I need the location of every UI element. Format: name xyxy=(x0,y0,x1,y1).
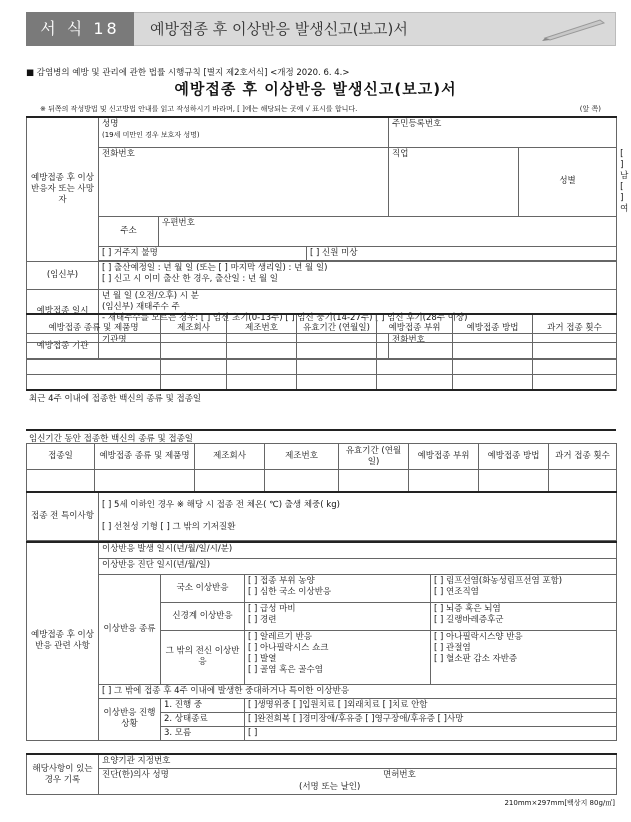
table-row[interactable] xyxy=(27,470,617,492)
arthritis-checkbox[interactable]: [ ] 관절염 xyxy=(434,642,471,653)
col-expiry: 유효기간 (연월일) xyxy=(339,444,409,470)
progress-label: 이상반응 진행상황 xyxy=(99,698,161,740)
pregnant-section-label: (임신부) xyxy=(27,261,99,289)
guardian-note: (19세 미만인 경우 보호자 성명) xyxy=(102,131,200,139)
due-date-line[interactable]: [ ] 출산예정일 : 년 월 일 (또는 [ ] 마지막 생리일) : 년 월 일) xyxy=(102,262,328,273)
patient-table: 예방접종 후 이상반응자 또는 사망자 성명 (19세 미만인 경우 보호자 성명) 주민등록번호 전화번호 직업 성별 [ ]남 [ ]여 주소 우편번호 [ ] 거주지 불명 [ ] 신원 미상 (임신부) [ ] 출산예정일 : 년 월 일 (또는 [ ] 마지막 생리일) : 년 월 일) [ ] 신고 시 이미 출산 한 경우, 출산일 : 년 월 일 예방접종 일시 년 월 일 (오전/오후) 시 분 (임신부) 재태주수 주 - 재태주수를 모르는 경우: [ ] 임신 초기(0-13주) [ ] 임신 중기(14-27주) [ ] 임신 후기(28주 이상) 예방접종 기관 기관명 전화번호 xyxy=(26,116,617,360)
vaccination-date-label: 예방접종 일시 xyxy=(27,289,99,333)
vaccination-datetime-line[interactable]: 년 월 일 (오전/오후) 시 분 xyxy=(102,290,199,301)
diagnosis-date-field[interactable]: 이상반응 진단 일시(년/월/일) xyxy=(99,558,617,574)
adverse-reaction-table xyxy=(26,541,617,741)
instruction-note: ※ 뒤쪽의 작성방법 및 신고방법 안내를 읽고 작성하시기 바라며, [ ]에는 해당되는 곳에 √ 표시를 합니다. xyxy=(40,105,358,113)
patient-section-label: 예방접종 후 이상반응자 또는 사망자 xyxy=(27,117,99,261)
trimester-options-line[interactable]: - 재태주수를 모르는 경우: [ ] 임신 초기(0-13주) [ ] 임신 중기(14-27주) [ ] 임신 후기(28주 이상) xyxy=(102,312,468,323)
adverse-type-label: 이상반응 종류 xyxy=(99,574,161,684)
local-reaction-label: 국소 이상반응 xyxy=(161,574,245,602)
page-side: (앞 쪽) xyxy=(579,105,601,113)
pen-icon xyxy=(540,14,610,42)
progress-unknown-checkbox[interactable]: [ ] xyxy=(245,726,617,740)
thrombocytopenia-checkbox[interactable]: [ ] 혈소판 감소 자반증 xyxy=(434,653,518,664)
guillain-barre-checkbox[interactable]: [ ] 길랭바레증후군 xyxy=(434,614,504,625)
sex-label: 성별 xyxy=(519,147,617,216)
systemic-reaction-label: 그 밖의 전신 이상반응 xyxy=(161,630,245,684)
col-vaccine-type: 예방접종 종류 및 제품명 xyxy=(27,314,161,342)
progress-ended-options[interactable]: [ ]완전회복 [ ]경미장애/후유증 [ ]영구장애/후유증 [ ]사망 xyxy=(245,712,617,726)
institution-name-field[interactable]: 기관명 xyxy=(99,333,389,359)
page-title: 예방접종 후 이상반응 발생신고(보고)서 xyxy=(174,80,457,98)
reporter-table xyxy=(26,753,617,795)
id-number-field[interactable]: 주민등록번호 xyxy=(389,117,617,147)
license-label: 면허번호 xyxy=(383,770,416,780)
doctor-name-label: 진단(한)의사 성명 xyxy=(102,770,169,780)
progress-ended-label: 2. 상태종료 xyxy=(161,712,245,726)
cellulitis-checkbox[interactable]: [ ] 연조직염 xyxy=(434,586,479,597)
lymphadenitis-checkbox[interactable]: [ ] 림프선염(화농성림프선염 포함) xyxy=(434,575,563,586)
residence-unknown-checkbox[interactable]: [ ] 거주지 불명 xyxy=(99,246,307,260)
progress-unknown-label: 3. 모름 xyxy=(161,726,245,740)
table-row[interactable] xyxy=(27,342,617,358)
form-number-label: 서 식 18 xyxy=(26,12,134,46)
institution-phone-field[interactable]: 전화번호 xyxy=(389,333,617,359)
pregnancy-vaccines-title: 임신기간 동안 접종한 백신의 종류 및 접종일 xyxy=(26,429,616,445)
local-abscess-checkbox[interactable]: [ ] 접종 부위 농양 xyxy=(248,575,315,586)
special-notes-label: 접종 전 특이사항 xyxy=(27,492,99,540)
col-method: 예방접종 방법 xyxy=(453,314,533,342)
acute-paralysis-checkbox[interactable]: [ ] 급성 마비 xyxy=(248,603,296,614)
care-institution-field[interactable]: 요양기관 지정번호 xyxy=(99,754,617,769)
col-method: 예방접종 방법 xyxy=(479,444,549,470)
doctor-row[interactable] xyxy=(99,769,617,795)
col-lot-number: 제조번호 xyxy=(265,444,339,470)
col-lot-number: 제조번호 xyxy=(227,314,297,342)
col-past-count: 과거 접종 횟수 xyxy=(533,314,617,342)
anaphylactic-shock-checkbox[interactable]: [ ] 아나필락시스 쇼크 xyxy=(248,642,329,653)
col-date: 접종일 xyxy=(27,444,95,470)
reporter-section-label: 해당사항이 있는 경우 기록 xyxy=(27,754,99,795)
address-label: 주소 xyxy=(99,216,159,246)
allergy-checkbox[interactable]: [ ] 알레르기 반응 xyxy=(248,631,313,642)
birth-date-line[interactable]: [ ] 신고 시 이미 출산 한 경우, 출산일 : 년 월 일 xyxy=(102,273,278,284)
fever-checkbox[interactable]: [ ] 발열 xyxy=(248,653,277,664)
col-manufacturer: 제조회사 xyxy=(195,444,265,470)
seizure-checkbox[interactable]: [ ] 경련 xyxy=(248,614,277,625)
onset-datetime-field[interactable]: 이상반응 발생 일시(년/월/일/시/분) xyxy=(99,542,617,558)
pregnancy-vaccine-table xyxy=(26,443,617,492)
special-notes-table xyxy=(26,491,617,541)
table-row[interactable] xyxy=(27,358,617,374)
congenital-line[interactable]: [ ] 선천성 기형 [ ] 그 밖의 기저질환 xyxy=(102,522,236,532)
progress-ongoing-label: 1. 진행 중 xyxy=(161,698,245,712)
job-field[interactable]: 직업 xyxy=(389,147,519,216)
col-site: 예방접종 부위 xyxy=(377,314,453,342)
phone-field[interactable]: 전화번호 xyxy=(99,147,389,216)
vaccine-table xyxy=(26,313,617,391)
neuro-reaction-label: 신경계 이상반응 xyxy=(161,602,245,630)
signature-label: (서명 또는 날인) xyxy=(299,782,361,792)
recent-vaccines-label: 최근 4주 이내에 접종한 백신의 종류 및 접종일 xyxy=(29,394,202,404)
institution-section-label: 예방접종 기관 xyxy=(27,333,99,359)
col-past-count: 과거 접종 횟수 xyxy=(549,444,617,470)
name-label: 성명 xyxy=(102,119,119,129)
recent-vaccines-field[interactable] xyxy=(26,389,616,427)
other-reaction-checkbox[interactable]: [ ] 그 밖에 접종 후 4주 이내에 발생한 중대하거나 특이한 이상반응 xyxy=(99,684,617,698)
col-expiry: 유효기간 (연월일) xyxy=(297,314,377,342)
col-manufacturer: 제조회사 xyxy=(161,314,227,342)
gestational-weeks-line[interactable]: (임신부) 재태주수 주 xyxy=(102,301,180,312)
postal-code-field[interactable]: 우편번호 xyxy=(159,216,617,246)
paper-spec: 210mm×297mm[백상지 80g/㎡] xyxy=(504,799,615,807)
progress-ongoing-options[interactable]: [ ]생명위중 [ ]입원치료 [ ]외래치료 [ ]치료 안함 xyxy=(245,698,617,712)
identity-unknown-checkbox[interactable]: [ ] 신원 미상 xyxy=(307,246,617,260)
col-site: 예방접종 부위 xyxy=(409,444,479,470)
table-row[interactable] xyxy=(27,374,617,390)
anaphylactoid-checkbox[interactable]: [ ] 아나필락시스양 반응 xyxy=(434,631,523,642)
encephalitis-checkbox[interactable]: [ ] 뇌증 혹은 뇌염 xyxy=(434,603,501,614)
law-reference: ■ 감염병의 예방 및 관리에 관한 법률 시행규칙 [별지 제2호서식] <개정 2020. 6. 4.> xyxy=(26,68,350,78)
adverse-section-label: 예방접종 후 이상반응 관련 사항 xyxy=(27,542,99,740)
form-header-title: 예방접종 후 이상반응 발생신고(보고)서 xyxy=(150,20,408,38)
age-under5-line[interactable]: [ ] 5세 이하인 경우 ※ 해당 시 접종 전 체온( ℃) 출생 체중( kg) xyxy=(102,500,340,510)
severe-local-checkbox[interactable]: [ ] 심한 국소 이상반응 xyxy=(248,586,332,597)
osteitis-checkbox[interactable]: [ ] 골염 혹은 골수염 xyxy=(248,664,323,675)
col-vaccine-type: 예방접종 종류 및 제품명 xyxy=(95,444,195,470)
